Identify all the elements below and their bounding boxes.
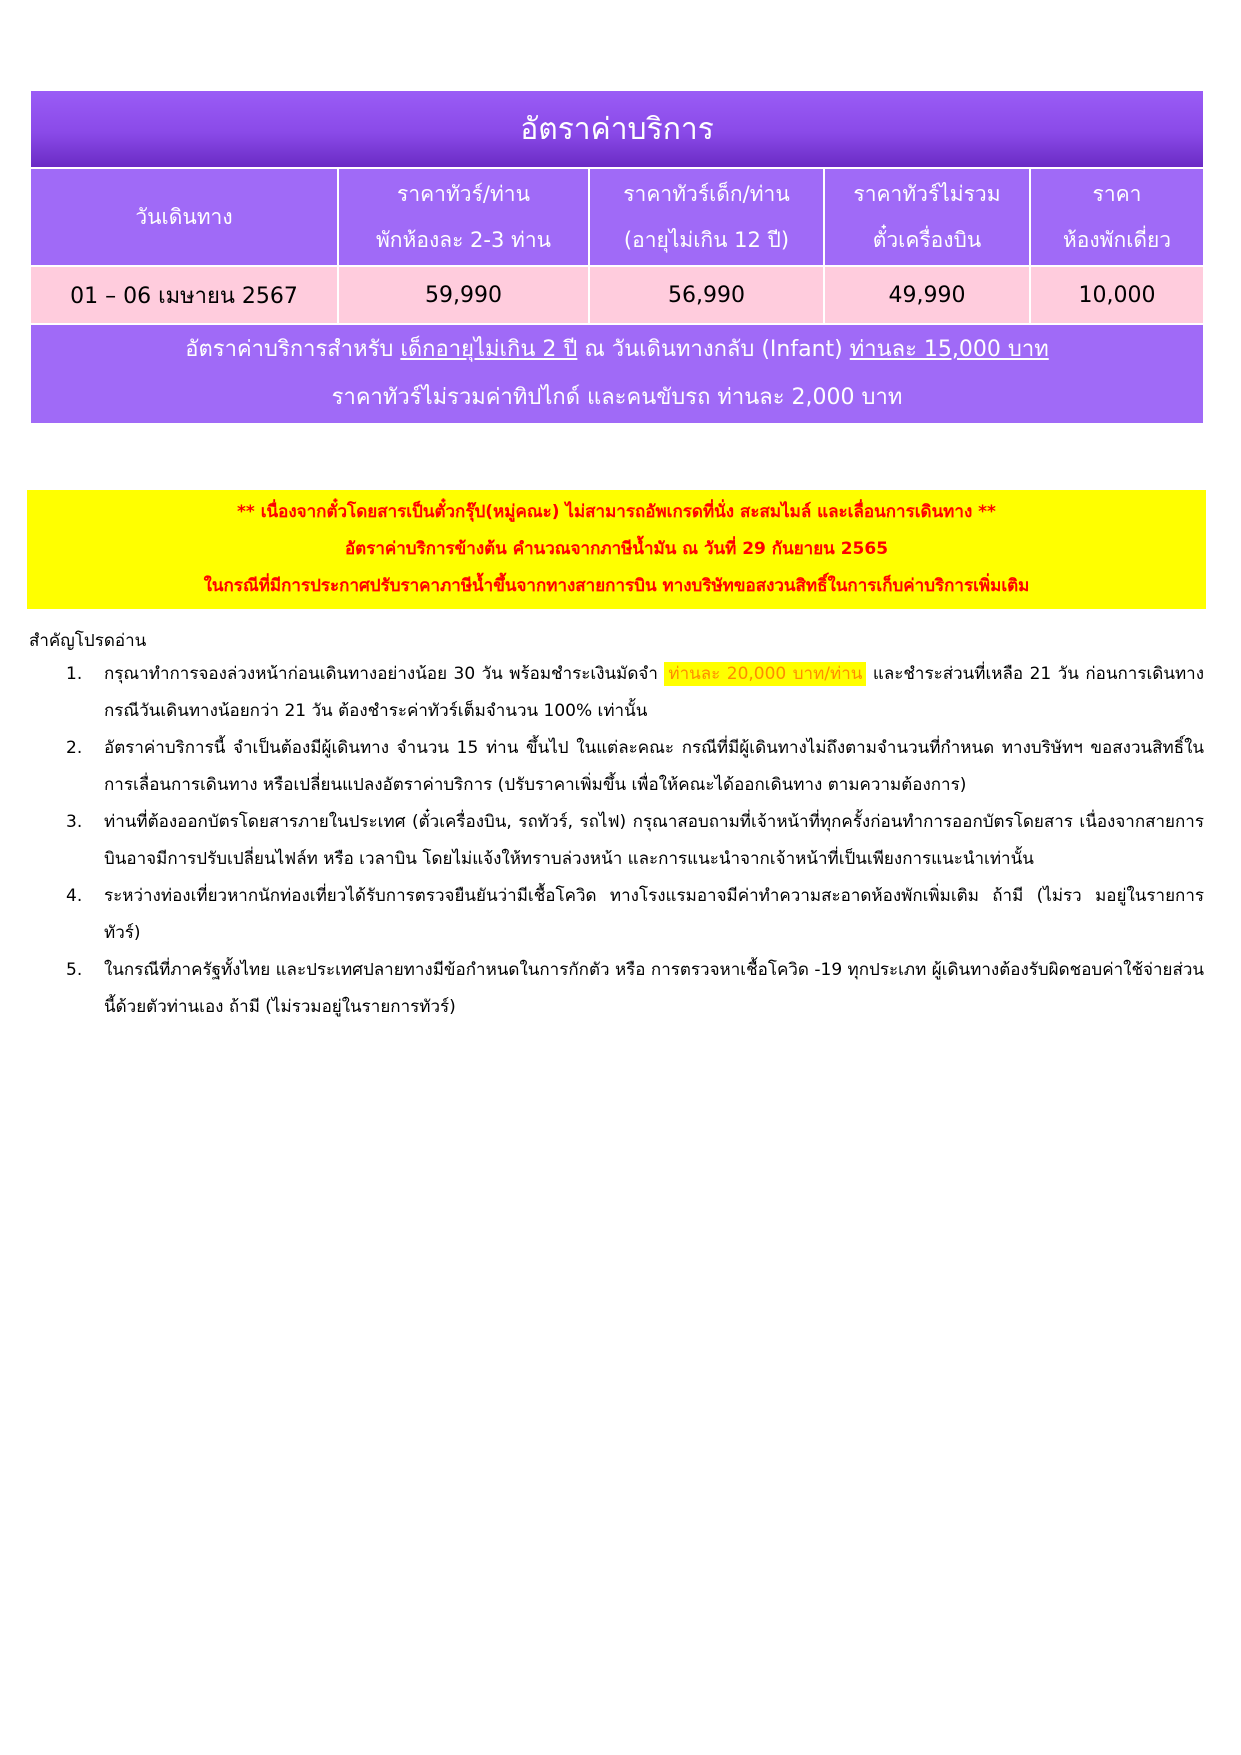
- tip-note: ราคาทัวร์ไม่รวมค่าทิปไกด์ และคนขับรถ ท่านละ 2,000 บาท: [331, 385, 903, 410]
- header-adult-line1: ราคาทัวร์/ท่าน: [397, 182, 530, 206]
- deposit-highlight: ท่านละ 20,000 บาท/ท่าน: [664, 662, 866, 686]
- infant-note-prefix: อัตราค่าบริการสำหรับ: [185, 337, 401, 362]
- note-2-text: อัตราค่าบริการนี้ จำเป็นต้องมีผู้เดินทาง จำนวน 15 ท่าน ขึ้นไป ในแต่ละคณะ กรณีที่มีผู้เดินทางไม่ถึงตามจำนวนที่กำหนด ทางบริษัทฯ ขอสงวนสิทธิ์ในการเลื่อนการเดินทาง หรือเปลี่ยนแปลงอัตราค่าบริการ (ปรับราคาเพิ่มขึ้น เพื่อให้คณะได้ออกเดินทาง ตามความต้องการ): [104, 738, 1204, 795]
- list-item: [56, 952, 1204, 1026]
- list-item-number: 5.: [66, 960, 83, 980]
- table-row: [30, 266, 1204, 324]
- list-item: [56, 656, 1204, 730]
- header-single-line1: ราคา: [1092, 182, 1142, 206]
- note-3-text: ท่านที่ต้องออกบัตรโดยสารภายในประเทศ (ตั๋วเครื่องบิน, รถทัวร์, รถไฟ) กรุณาสอบถามที่เจ้าหน้าที่ทุกครั้งก่อนทำการออกบัตรโดยสาร เนื่องจากสายการบินอาจมีการปรับเปลี่ยนไฟล์ท หรือ เวลาบิน โดยไม่แจ้งให้ทราบล่วงหน้า และการแนะนำจากเจ้าหน้าที่เป็นเพียงการแนะนำเท่านั้น: [104, 812, 1204, 869]
- header-child-line1: ราคาทัวร์เด็ก/ท่าน: [623, 182, 790, 206]
- note-1-text-end: และชำระส่วนที่เหลือ 21 วัน ก่อนการเดินทาง กรณีวันเดินทางน้อยกว่า 21 วัน ต้องชำระค่าทัวร์เต็มจำนวน 100% เท่านั้น: [104, 664, 1204, 721]
- cell-noflight-price: 49,990: [824, 266, 1030, 324]
- note-4-text: ระหว่างท่องเที่ยวหากนักท่องเที่ยวได้รับการตรวจยืนยันว่ามีเชื้อโควิด ทางโรงแรมอาจมีค่าทำความสะอาดห้องพักเพิ่มเติม ถ้ามี (ไม่รว มอยู่ในรายการทัวร์): [104, 886, 1204, 943]
- table-header-row: [30, 168, 1204, 266]
- list-item: [56, 878, 1204, 952]
- notes-title: สำคัญโปรดอ่าน: [29, 631, 147, 651]
- header-single-room: [1030, 168, 1204, 266]
- infant-note-age: เด็กอายุไม่เกิน 2 ปี: [400, 337, 578, 362]
- table-footer-notes: [30, 324, 1204, 424]
- cell-child-price: 56,990: [589, 266, 824, 324]
- warning-line-2: อัตราค่าบริการข้างต้น คำนวณจากภาษีน้ำมัน ณ วันที่ 29 กันยายน 2565: [344, 539, 889, 559]
- cell-adult-price: 59,990: [338, 266, 589, 324]
- header-date: วันเดินทาง: [30, 168, 338, 266]
- cell-single-room-price: 10,000: [1030, 266, 1204, 324]
- list-item: [56, 804, 1204, 878]
- header-adult-price: [338, 168, 589, 266]
- note-5-text: ในกรณีที่ภาครัฐทั้งไทย และประเทศปลายทางมีข้อกำหนดในการกักตัว หรือ การตรวจหาเชื้อโควิด -19 ทุกประเภท ผู้เดินทางต้องรับผิดชอบค่าใช้จ่ายส่วนนี้ด้วยตัวท่านเอง ถ้ามี (ไม่รวมอยู่ในรายการทัวร์): [104, 960, 1204, 1017]
- warning-line-1: ** เนื่องจากตั๋วโดยสารเป็นตั๋วกรุ๊ป(หมู่คณะ) ไม่สามารถอัพเกรดที่นั่ง สะสมไมล์ และเลื่อนการเดินทาง **: [237, 502, 996, 522]
- list-item-number: 2.: [66, 738, 83, 758]
- header-noflight-line1: ราคาทัวร์ไม่รวม: [853, 182, 1001, 206]
- price-table: [29, 89, 1205, 425]
- list-item: [56, 730, 1204, 804]
- list-item-number: 1.: [66, 664, 83, 684]
- header-adult-line2: พักห้องละ 2-3 ท่าน: [375, 228, 552, 252]
- header-child-line2: (อายุไม่เกิน 12 ปี): [623, 228, 790, 252]
- infant-note: [31, 326, 1203, 374]
- warning-line-3: ในกรณีที่มีการประกาศปรับราคาภาษีน้ำขึ้นจากทางสายการบิน ทางบริษัทขอสงวนสิทธิ์ในการเก็บค่าบริการเพิ่มเติม: [203, 576, 1030, 596]
- list-item-number: 3.: [66, 812, 83, 832]
- notes-list: [56, 656, 1204, 1026]
- note-1-text: กรุณาทำการจองล่วงหน้าก่อนเดินทางอย่างน้อย 30 วัน พร้อมชำระเงินมัดจำ: [104, 664, 665, 684]
- header-noflight-price: [824, 168, 1030, 266]
- header-child-price: [589, 168, 824, 266]
- header-noflight-line2: ตั๋วเครื่องบิน: [872, 228, 982, 252]
- infant-note-middle: ณ วันเดินทางกลับ (Infant): [577, 337, 850, 362]
- cell-date: 01 – 06 เมษายน 2567: [30, 266, 338, 324]
- list-item-number: 4.: [66, 886, 83, 906]
- table-title: อัตราค่าบริการ: [30, 90, 1204, 168]
- header-single-line2: ห้องพักเดี่ยว: [1062, 228, 1172, 252]
- infant-note-price: ท่านละ 15,000 บาท: [849, 337, 1049, 362]
- warning-box: [27, 490, 1206, 609]
